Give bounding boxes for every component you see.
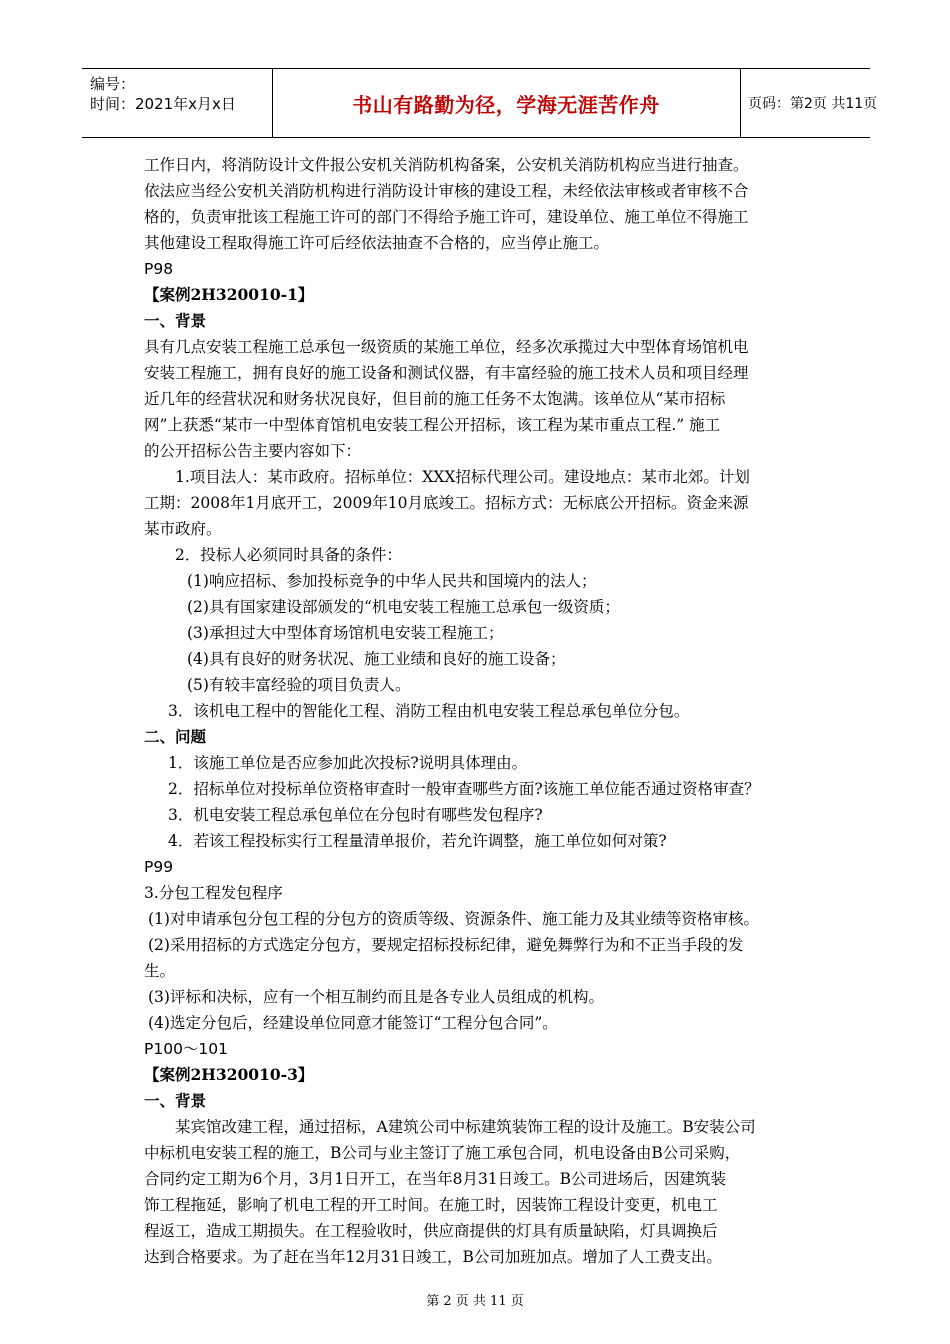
- text-line: 合同约定工期为6个月，3月1日开工，在当年8月31日竣工。B公司进场后，因建筑装: [144, 1170, 727, 1188]
- text-line: 生。: [144, 962, 176, 980]
- text-line: 中标机电安装工程的施工，B公司与业主签订了施工承包合同，机电设备由B公司采购，: [144, 1144, 741, 1162]
- text-line: 安装工程施工，拥有良好的施工设备和测试仪器，有丰富经验的施工技术人员和项目经理: [144, 364, 749, 382]
- case-heading: 【案例2H320010-3】: [144, 1065, 314, 1084]
- section-heading: 一、背景: [144, 1091, 207, 1110]
- list-item: (3)评标和决标，应有一个相互制约而且是各专业人员组成的机构。: [148, 988, 604, 1006]
- list-item: (5)有较丰富经验的项目负责人。: [187, 676, 411, 694]
- page-header: [82, 68, 878, 138]
- question-item: 4．若该工程投标实行工程量清单报价，若允许调整，施工单位如何对策?: [168, 832, 667, 850]
- question-item: 3．机电安装工程总承包单位在分包时有哪些发包程序?: [168, 806, 543, 824]
- page-number-label: 页码：第2页 共11页: [748, 96, 878, 112]
- list-item: (2)采用招标的方式选定分包方，要规定招标投标纪律，避免舞弊行为和不正当手段的发: [148, 936, 744, 954]
- section-heading: 二、问题: [144, 727, 207, 746]
- list-item: (1)响应招标、参加投标竞争的中华人民共和国境内的法人；: [187, 572, 597, 590]
- text-line: 近几年的经营状况和财务状况良好，但目前的施工任务不太饱满。该单位从“某市招标: [144, 390, 726, 408]
- text-line: 饰工程拖延，影响了机电工程的开工时间。在施工时，因装饰工程设计变更，机电工: [144, 1196, 718, 1214]
- list-item: (2)具有国家建设部颁发的“机电安装工程施工总承包一级资质；: [187, 598, 620, 616]
- page-footer: 第 2 页 共 11 页: [426, 1294, 524, 1309]
- text-line: 某宾馆改建工程，通过招标，A建筑公司中标建筑装饰工程的设计及施工。B安装公司: [175, 1118, 756, 1136]
- list-item: (4)选定分包后，经建设单位同意才能签订“工程分包合同”。: [148, 1014, 558, 1032]
- text-line: 某市政府。: [144, 520, 222, 538]
- case-heading: 【案例2H320010-1】: [144, 285, 314, 304]
- header-meta-cell: [82, 69, 273, 137]
- motto-text: 书山有路勤为径，学海无涯苦作舟: [352, 92, 660, 117]
- text-line: 其他建设工程取得施工许可后经依法抽查不合格的，应当停止施工。: [144, 234, 610, 252]
- section-heading: 一、背景: [144, 311, 207, 330]
- text-line: 工作日内，将消防设计文件报公安机关消防机构备案，公安机关消防机构应当进行抽查。: [144, 156, 749, 174]
- text-line: 1.项目法人：某市政府。招标单位：XXX招标代理公司。建设地点：某市北郊。计划: [175, 468, 750, 486]
- date-label: 时间：2021年x月x日: [90, 95, 236, 113]
- text-line: 3.分包工程发包程序: [144, 884, 283, 902]
- text-line: 格的，负责审批该工程施工许可的部门不得给予施工许可，建设单位、施工单位不得施工: [144, 208, 749, 226]
- list-item: (1)对申请承包分包工程的分包方的资质等级、资源条件、施工能力及其业绩等资格审核。: [148, 910, 759, 928]
- text-line: 达到合格要求。为了赶在当年12月31日竣工，B公司加班加点。增加了人工费支出。: [144, 1248, 722, 1266]
- list-item: (4)具有良好的财务状况、施工业绩和良好的施工设备；: [187, 650, 566, 668]
- text-line: 具有几点安装工程施工总承包一级资质的某施工单位，经多次承揽过大中型体育场馆机电: [144, 338, 749, 356]
- document-number-label: 编号：: [90, 75, 136, 93]
- text-line: 依法应当经公安机关消防机构进行消防设计审核的建设工程，未经依法审核或者审核不合: [144, 182, 749, 200]
- page-ref: P99: [144, 858, 174, 876]
- text-line: 工期：2008年1月底开工，2009年10月底竣工。招标方式：无标底公开招标。资金来源: [144, 494, 749, 512]
- question-item: 2．招标单位对投标单位资格审查时一般审查哪些方面?该施工单位能否通过资格审查？: [168, 780, 760, 798]
- text-line: 的公开招标公告主要内容如下：: [144, 442, 362, 460]
- header-page-cell: [740, 69, 878, 137]
- text-line: 程返工，造成工期损失。在工程验收时，供应商提供的灯具有质量缺陷，灯具调换后: [144, 1222, 718, 1240]
- list-item: 3．该机电工程中的智能化工程、消防工程由机电安装工程总承包单位分包。: [168, 702, 690, 720]
- page-ref: P98: [144, 260, 174, 278]
- list-item: (3)承担过大中型体育场馆机电安装工程施工；: [187, 624, 504, 642]
- page-ref: P100～101: [144, 1040, 229, 1058]
- text-line: 网”上获悉“某市一中型体育馆机电安装工程公开招标，该工程为某市重点工程.” 施工: [144, 416, 721, 434]
- header-motto-cell: [272, 69, 741, 137]
- question-item: 1．该施工单位是否应参加此次投标?说明具体理由。: [168, 754, 528, 772]
- list-item: 2．投标人必须同时具备的条件：: [175, 546, 402, 564]
